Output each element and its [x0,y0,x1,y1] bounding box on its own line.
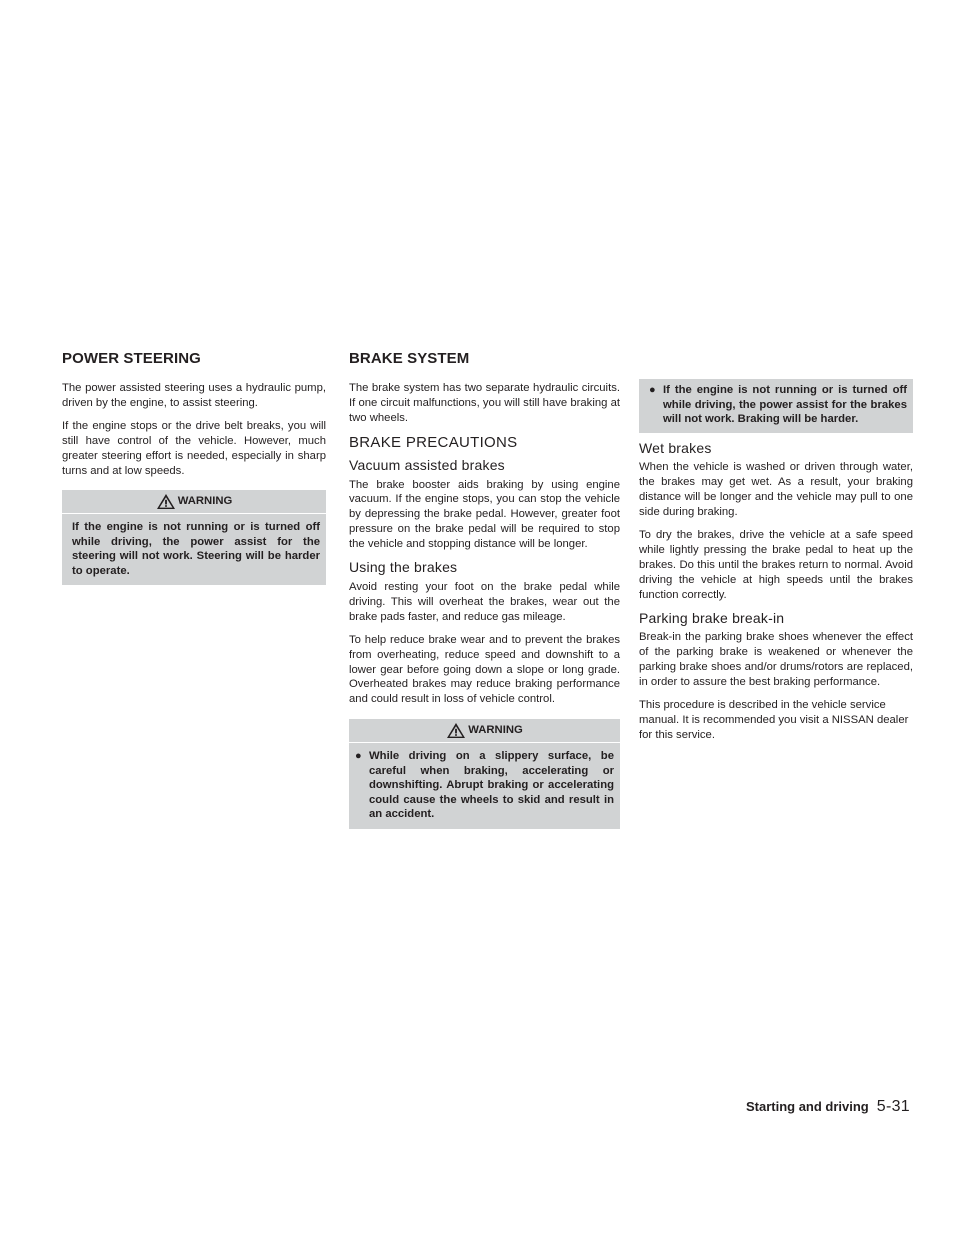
power-steering-paragraph-1: The power assisted steering uses a hydraulic pump, driven by the engine, to assist steering. [62,382,326,409]
warning-text: If the engine is not running or is turned off while driving, the power assist for the steering will not work. Steering will be harder to operate. [72,521,320,577]
warning-bullet-text: If the engine is not running or is turned off while driving, the power assist for the brakes will not work. Braking will be harder. [663,384,907,425]
brake-system-intro: The brake system has two separate hydraulic circuits. If one circuit malfunctions, you will still have braking at two wheels. [349,382,620,424]
warning-header [349,719,620,743]
warning-label: WARNING [468,724,523,737]
warning-bullet-text: While driving on a slippery surface, be careful when braking, accelerating or downshifting. Abrupt braking or accelerating could cause the wheels to skid and result in an accident. [369,750,614,821]
section-title-brake-system: BRAKE SYSTEM [349,350,470,367]
parking-paragraph-1: Break-in the parking brake shoes whenever the effect of the parking brake is weakened or whenever the parking brake shoes and/or drums/rotors are replaced, in order to assure the best braking performance. [639,631,913,689]
warning-triangle-icon [446,722,466,739]
vacuum-paragraph: The brake booster aids braking by using engine vacuum. If the engine stops, you can stop the vehicle by depressing the brake pedal. However, greater foot pressure on the brake pedal will be required to stop the vehicle and stopping distance will be longer. [349,478,620,551]
bullet-icon: ● [649,384,656,396]
parking-paragraph-2: This procedure is described in the vehicle service manual. It is recommended you visit a NISSAN dealer for this service. [639,699,909,741]
power-steering-warning-box [62,490,326,585]
bullet-icon: ● [355,750,362,763]
column-brake-system-1 [349,381,620,837]
heading-using-the-brakes: Using the brakes [349,559,458,576]
wet-paragraph-1: When the vehicle is washed or driven through water, the brakes may get wet. As a result, your braking distance will be longer and the vehicle may pull to one side during braking. [639,461,913,519]
warning-label: WARNING [177,495,233,508]
warning-triangle-icon [156,493,176,510]
heading-vacuum-assisted-brakes: Vacuum assisted brakes [349,456,505,473]
heading-brake-precautions: BRAKE PRECAUTIONS [349,433,518,451]
warning-bullet-item [355,749,614,822]
column-power-steering [62,381,326,593]
warning-header [62,490,326,514]
power-steering-paragraph-2: If the engine stops or the drive belt breaks, you will still have control of the vehicle. However, much greater steering effort is needed, especially in sharp turns and at low speeds. [62,419,326,477]
using-paragraph-2: To help reduce brake wear and to prevent the brakes from overheating, reduce speed and downshift to a lower gear before going down a slope or long grade. Overheated brakes may reduce braking performance and could result in loss of vehicle control. [349,633,620,706]
footer-section-name: Starting and driving [745,1099,869,1114]
page-footer [746,1098,910,1116]
brake-warning-box [349,719,620,829]
warning-bullet-continued [639,379,913,433]
heading-parking-brake-break-in: Parking brake break-in [639,609,785,626]
warning-list [349,743,620,829]
column-brake-system-2 [639,381,913,751]
using-paragraph-1: Avoid resting your foot on the brake pedal while driving. This will overheat the brakes, wear out the brake pads faster, and reduce gas mileage. [349,580,620,623]
heading-wet-brakes: Wet brakes [639,439,712,456]
section-title-power-steering: POWER STEERING [62,350,201,367]
page-number: 5-31 [876,1098,910,1115]
wet-paragraph-2: To dry the brakes, drive the vehicle at a safe speed while lightly pressing the brake pedal to heat up the brakes. Do this until the brakes return to normal. Avoid driving the vehicle at high speeds until the brakes function correctly. [639,529,913,601]
